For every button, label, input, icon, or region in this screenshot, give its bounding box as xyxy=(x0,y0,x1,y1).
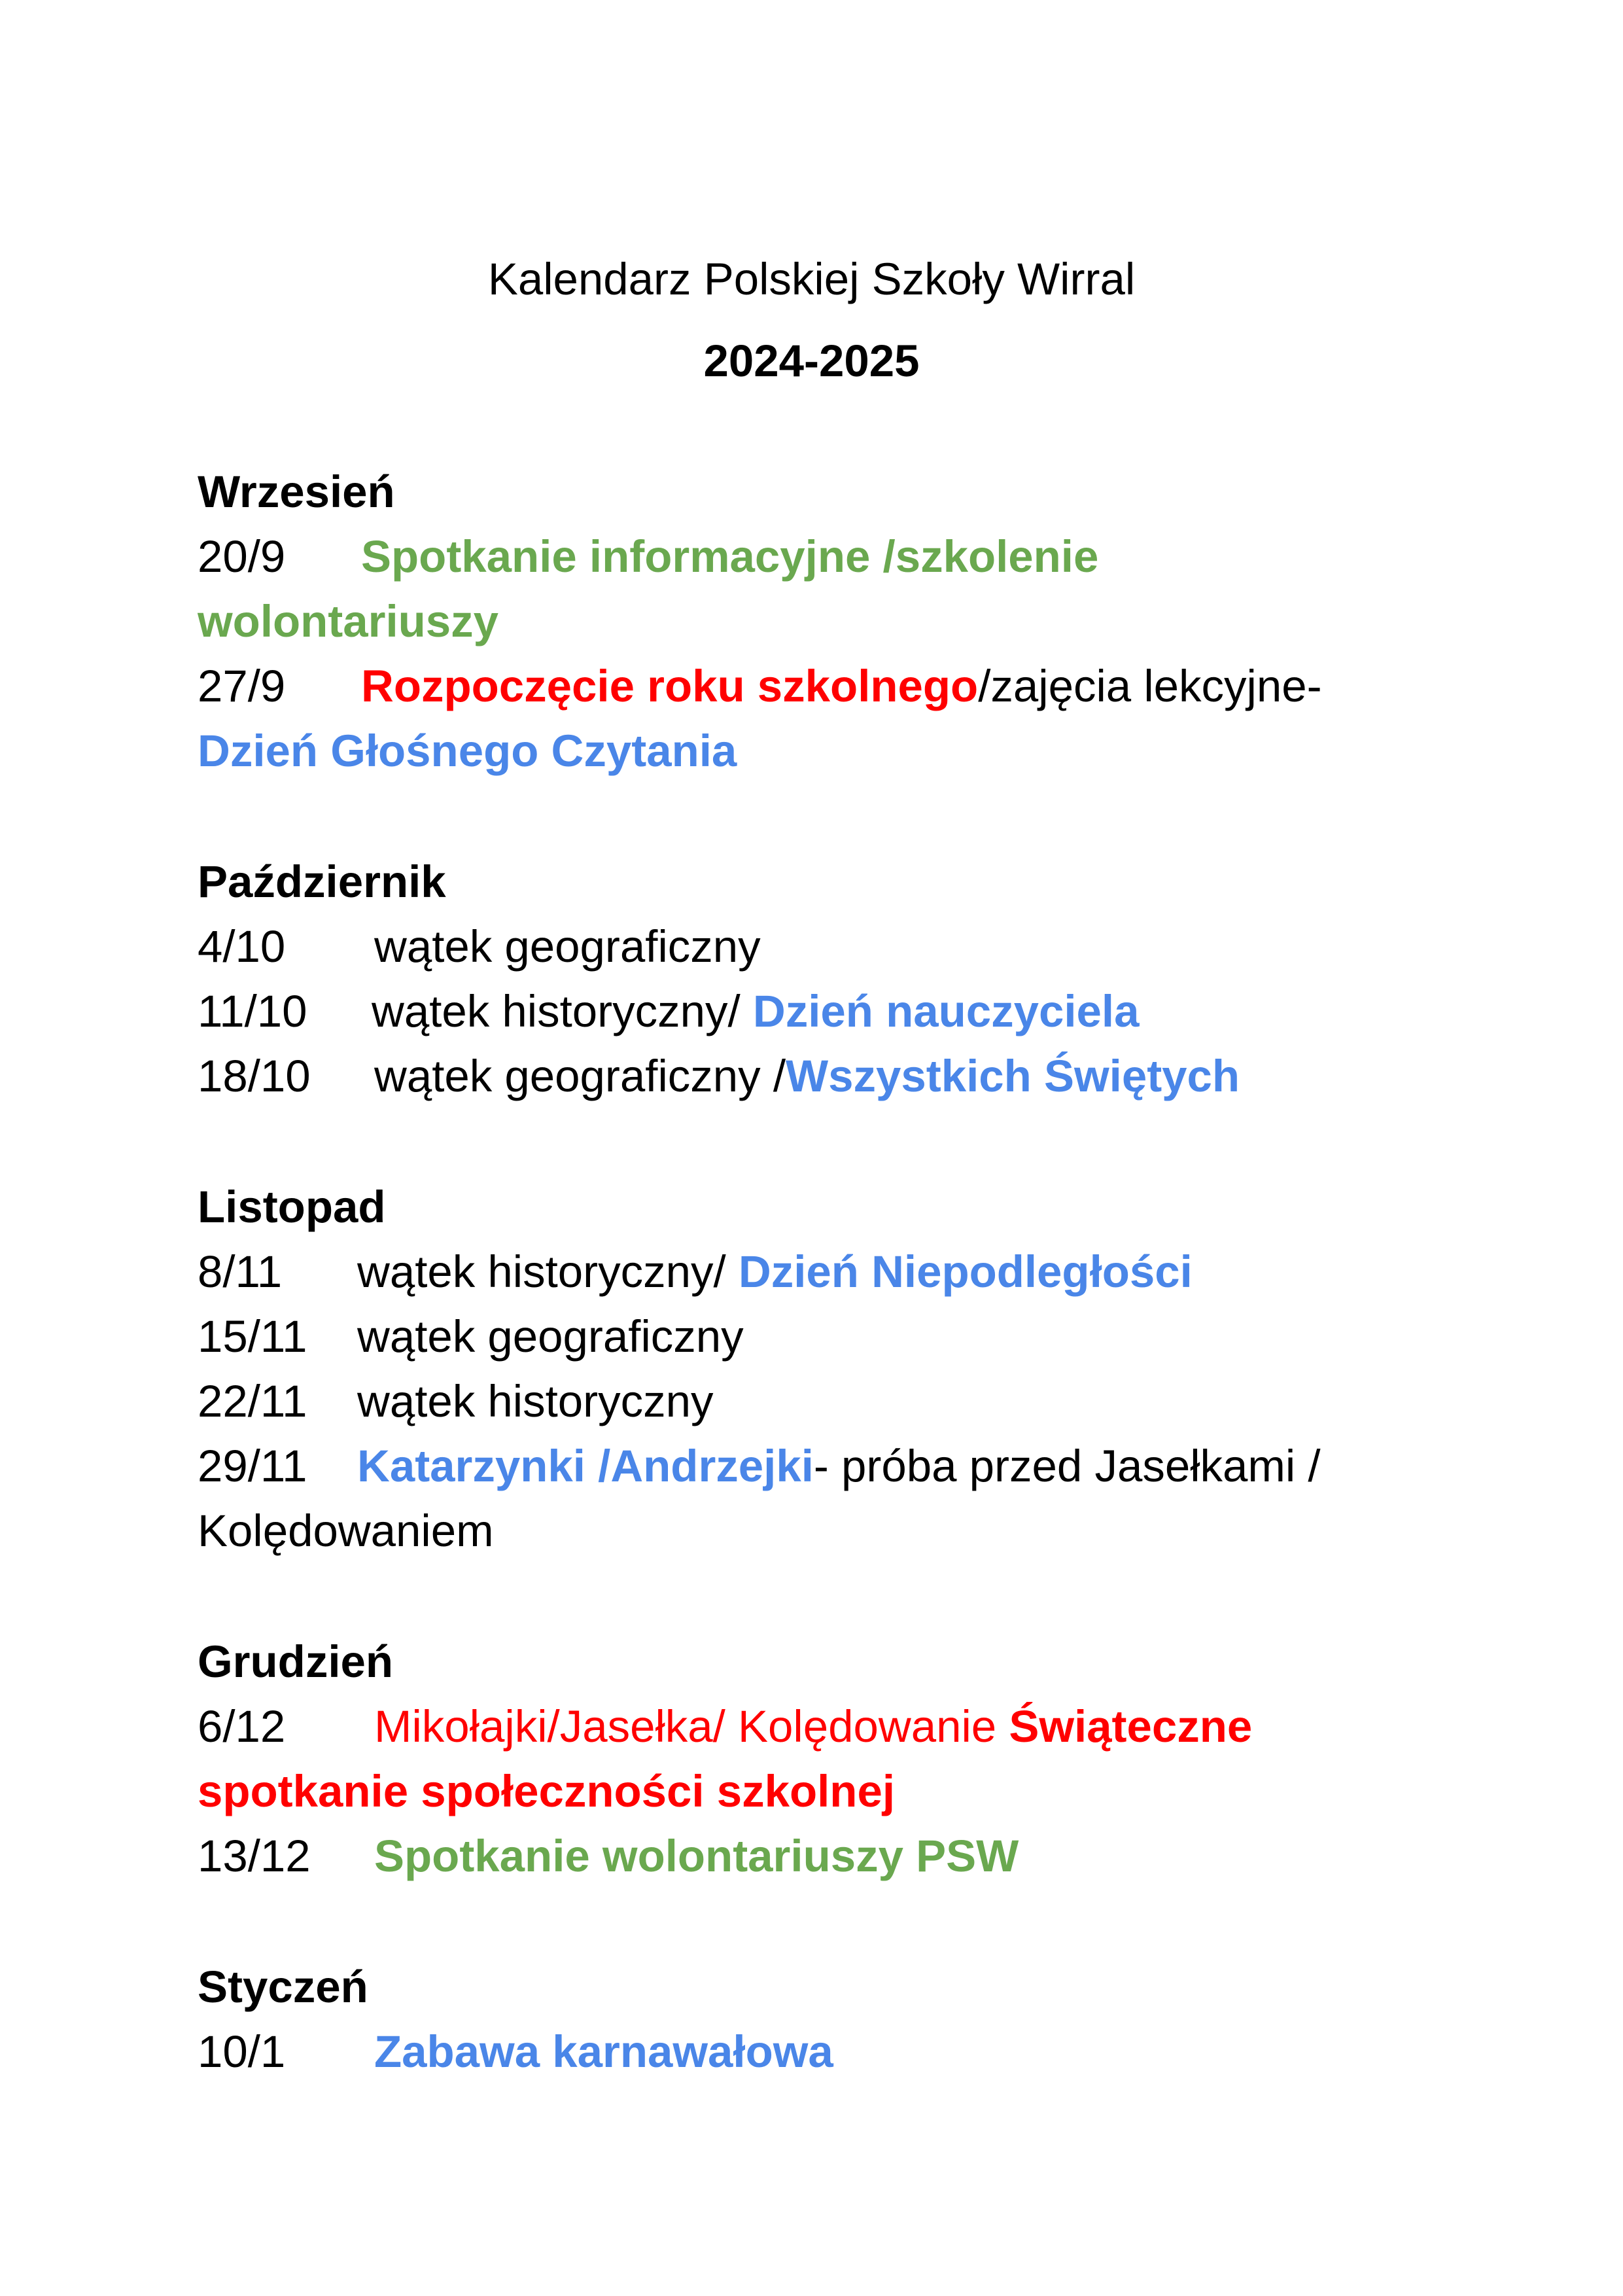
event-date: 29/11 xyxy=(198,1441,307,1491)
month-heading-grudzien: Grudzień xyxy=(198,1636,394,1687)
event-line xyxy=(198,1246,1193,1298)
event-line xyxy=(198,660,1322,713)
event-date: 22/11 xyxy=(198,1376,307,1426)
event-title: Rozpoczęcie roku szkolnego xyxy=(361,661,979,711)
event-note: wątek historyczny/ xyxy=(372,986,753,1036)
event-title: Dzień nauczyciela xyxy=(752,986,1140,1036)
event-date: 20/9 xyxy=(198,531,286,582)
event-line xyxy=(198,1050,1240,1103)
event-title-continuation: wolontariuszy xyxy=(198,596,499,646)
event-date: 8/11 xyxy=(198,1246,283,1297)
event-title: Mikołajki/Jasełka/ Kolędowanie xyxy=(374,1701,1009,1752)
event-note: - próba przed Jasełkami / xyxy=(813,1441,1321,1491)
event-note: /zajęcia lekcyjne- xyxy=(978,661,1322,711)
event-title: wątek geograficzny xyxy=(374,921,761,972)
event-title: Katarzynki /Andrzejki xyxy=(357,1441,814,1491)
event-line xyxy=(198,985,1139,1038)
event-date: 13/12 xyxy=(198,1831,311,1881)
document-title: Kalendarz Polskiej Szkoły Wirral xyxy=(487,254,1136,304)
event-line xyxy=(198,921,761,973)
event-line xyxy=(198,531,1098,583)
month-heading-styczen: Styczeń xyxy=(198,1962,368,2012)
event-title-continuation: spotkanie społeczności szkolnej xyxy=(198,1766,895,1816)
event-date: 27/9 xyxy=(198,661,286,711)
month-heading-listopad: Listopad xyxy=(198,1182,386,1232)
event-date: 18/10 xyxy=(198,1051,311,1101)
event-date: 4/10 xyxy=(198,921,286,972)
event-title: Zabawa karnawałowa xyxy=(374,2026,833,2077)
event-title: wątek historyczny xyxy=(357,1376,714,1426)
event-note: wątek geograficzny / xyxy=(374,1051,786,1101)
event-title: Spotkanie wolontariuszy PSW xyxy=(374,1831,1019,1881)
event-title: Spotkanie informacyjne /szkolenie xyxy=(361,531,1099,582)
event-date: 11/10 xyxy=(198,986,307,1036)
event-line xyxy=(198,1311,744,1363)
event-date: 15/11 xyxy=(198,1311,307,1362)
event-line xyxy=(198,1375,714,1428)
event-line xyxy=(198,1440,1321,1492)
event-title: Wszystkich Świętych xyxy=(786,1051,1240,1101)
event-date: 6/12 xyxy=(198,1701,286,1752)
event-title-bold: Świąteczne xyxy=(1009,1701,1253,1752)
event-title: wątek geograficzny xyxy=(357,1311,744,1362)
event-date: 10/1 xyxy=(198,2026,286,2077)
school-year: 2024-2025 xyxy=(703,336,920,386)
event-note-continuation: Kolędowaniem xyxy=(198,1506,494,1556)
event-title: Dzień Niepodległości xyxy=(738,1246,1193,1297)
event-line xyxy=(198,1830,1019,1882)
event-line xyxy=(198,1701,1252,1753)
event-title-continuation: Dzień Głośnego Czytania xyxy=(198,726,737,776)
event-note: wątek historyczny/ xyxy=(357,1246,739,1297)
event-line xyxy=(198,2026,833,2078)
month-heading-wrzesien: Wrzesień xyxy=(198,467,395,517)
month-heading-pazdziernik: Październik xyxy=(198,857,446,907)
